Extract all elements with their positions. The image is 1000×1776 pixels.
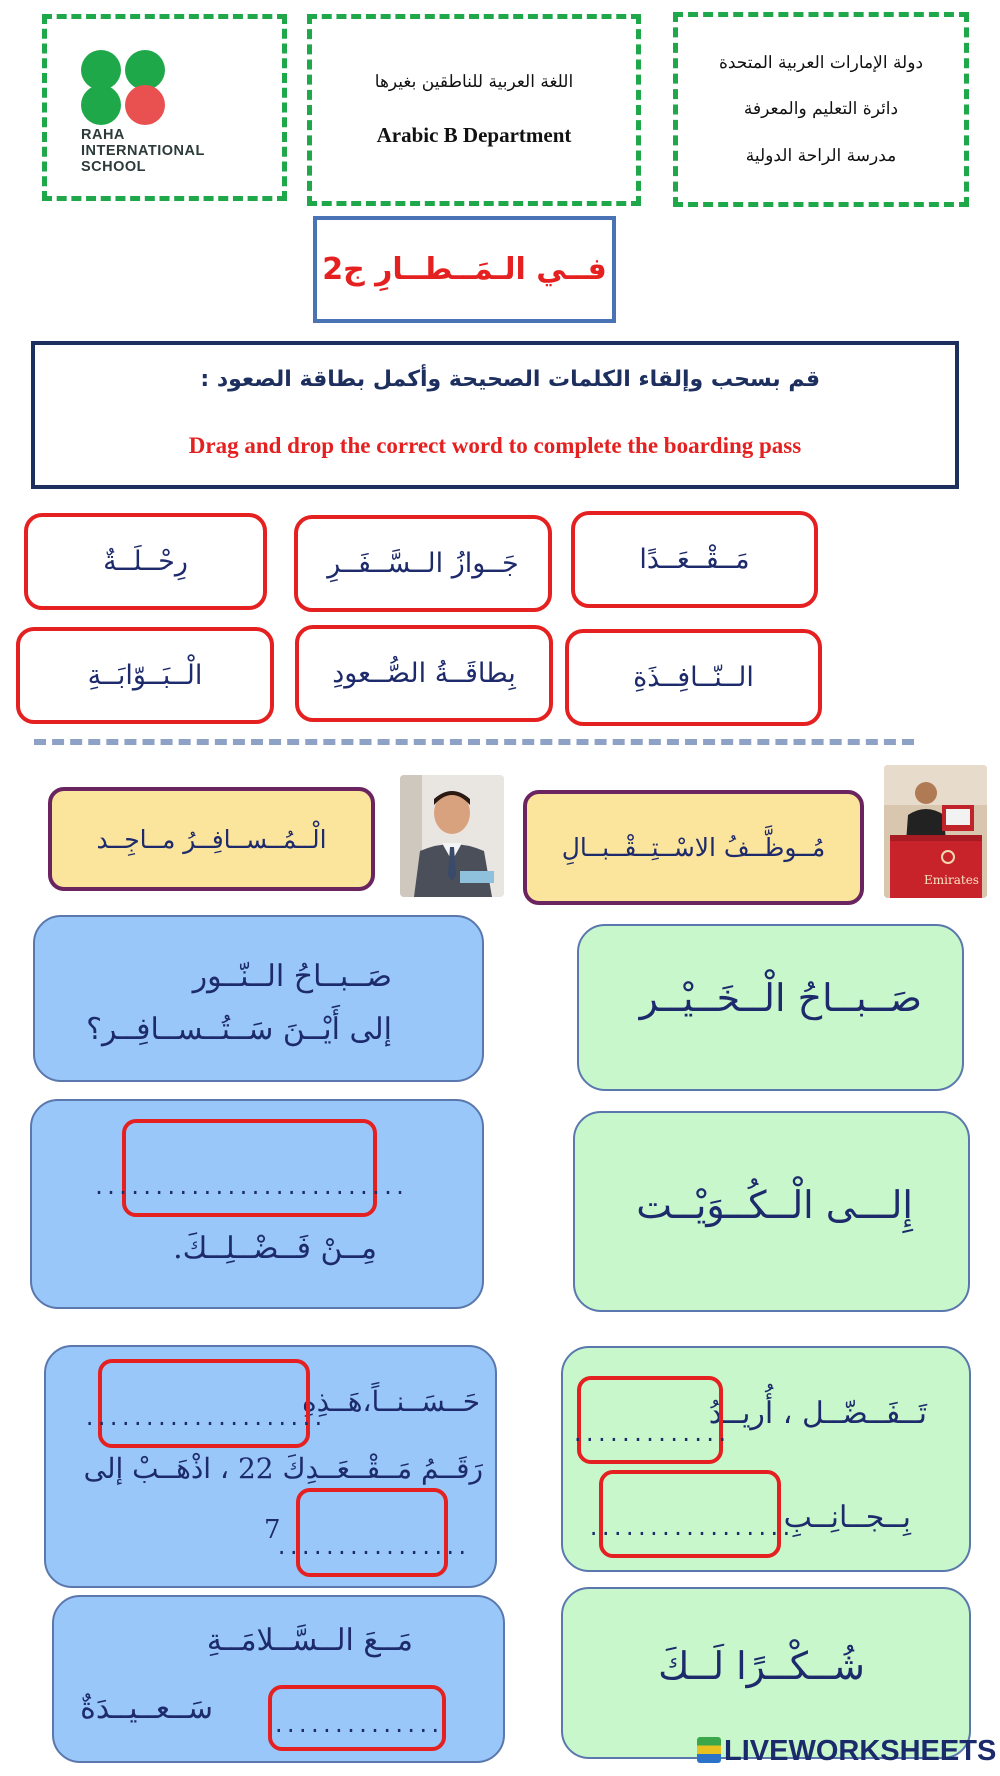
passenger-drop-zone-4[interactable]: .............. [268,1685,446,1751]
department-box [307,14,641,206]
liveworksheets-badge-icon [697,1737,721,1763]
employee-name-tag: مُــوظَّــفُ الاسْــتِــقْــبــالِ [523,790,864,905]
employee-photo-caption: Emirates [924,873,979,887]
employee-drop-zone-2[interactable]: ................. [599,1470,781,1558]
passenger-drop-zone-1[interactable]: .......................... [122,1119,377,1217]
employee-bubble-1 [577,924,964,1091]
department-english: Arabic B Department [376,122,572,147]
employee-photo [884,765,987,898]
employee-bubble-3 [561,1346,971,1572]
passenger-line-3b: رَقَــمُ مَــقْــعَــدِكَ 22 ، اذْهَــبْ إلى [83,1452,483,1485]
passenger-illustration [400,775,504,897]
authority-line-3: مدرسة الراحة الدولية [745,145,897,166]
word-card-trip[interactable]: رِحْــلَــةٌ [24,513,267,610]
passenger-name-tag: الْــمُــســافِــرُ مــاجِــد [48,787,375,891]
word-card-boarding-pass[interactable]: بِطاقَــةُ الصُّــعودِ [295,625,553,722]
passenger-line-2: مِــنْ فَــضْــلِــكَ. [173,1231,377,1266]
employee-line-3a: تَــفَــضّــل ، أُريــدُ [708,1396,927,1431]
logo-circle-bottom-left [81,85,121,125]
word-card-seat[interactable]: مَــقْــعَــدًا [571,511,818,608]
instructions-english: Drag and drop the correct word to complete the boarding pass [188,433,802,458]
logo-circle-top-left [81,50,121,90]
employee-bubble-4 [561,1587,971,1759]
liveworksheets-logo: LIVEWORKSHEETS [697,1735,996,1768]
passenger-line-4b: سَــعــيــدَةٌ [80,1691,213,1726]
employee-drop-zone-1[interactable]: ............. [577,1376,723,1464]
passenger-line-1a: صَــبــاحُ الــنّــور [192,959,392,994]
passenger-drop-zone-2[interactable]: .................... [98,1359,310,1448]
passenger-bubble-4 [52,1595,505,1763]
passenger-line-3c: 7 [264,1515,281,1545]
authority-box [673,12,969,207]
word-card-gate[interactable]: الْــبَــوّابَــةِ [16,627,274,724]
employee-bubble-2 [573,1111,970,1312]
passenger-line-3a: حَــسَــنــاً،هَــذِهِ [301,1385,480,1418]
passenger-bubble-2 [30,1099,484,1309]
passenger-drop-zone-3[interactable]: ................ [296,1488,448,1577]
page-title: فــي الـمَــطــارِ ج2 [322,252,607,287]
word-card-passport[interactable]: جَــوازُ الــسَّــفَــرِ [294,515,552,612]
passenger-bubble-1 [33,915,484,1082]
employee-line-1: صَــبــاحُ الْــخَــيْــر [639,976,922,1020]
title-box [313,216,616,323]
instructions-arabic: قم بسحب وإلقاء الكلمات الصحيحة وأكمل بطاقة الصعود : [200,367,820,392]
department-arabic: اللغة العربية للناطقين بغيرها [374,72,574,93]
instructions-box [31,341,959,489]
employee-line-3b: بِــجــانِــبِ [783,1500,911,1535]
employee-line-4: شُــكْــرًا لَــكَ [658,1644,865,1688]
passenger-bubble-3 [44,1345,497,1588]
school-logo-box [42,14,287,201]
word-card-window[interactable]: الــنّــافِــذَةِ [565,629,822,726]
school-name: RAHA INTERNATIONAL SCHOOL [81,127,205,175]
authority-line-2: دائرة التعليم والمعرفة [743,99,899,120]
passenger-photo [400,775,504,897]
employee-line-2: إِلـــى الْــكُــوَيْــت [636,1183,913,1227]
section-divider [34,739,914,745]
authority-line-1: دولة الإمارات العربية المتحدة [718,52,924,73]
logo-circle-bottom-right [125,85,165,125]
logo-circle-top-right [125,50,165,90]
passenger-line-4a: مَــعَ الــسَّــلامَــةِ [206,1623,413,1658]
passenger-line-1b: إلى أَيْــنَ سَــتُــســافِــر؟ [86,1012,392,1047]
